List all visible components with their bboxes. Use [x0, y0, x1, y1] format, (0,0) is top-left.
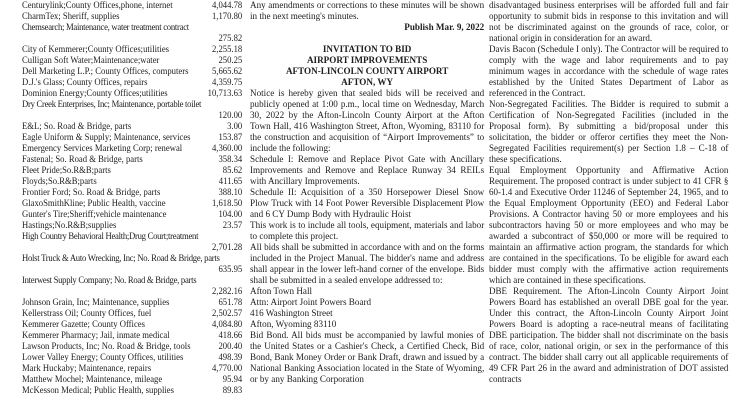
ledger-entry-label: Dry Creek Enterprises, Inc; Maintenance, portable toilet: [22, 100, 202, 110]
ledger-entry-label: Kellerstrass Oil; County Offices, fuel: [22, 309, 152, 319]
ledger-entry: [22, 122, 242, 133]
ledger-entry: [22, 320, 242, 331]
ledger-entry-label: Emergency Services Marketing Corp; renewal: [22, 144, 183, 154]
ledger-entry: [22, 177, 242, 188]
ledger-entry: [22, 210, 242, 221]
ledger-entry-amount: 411.65: [218, 177, 243, 187]
ledger-entry: [22, 188, 242, 199]
ledger-entry-label: Mark Huckaby; Maintenance, repairs: [22, 364, 152, 374]
ledger-entry-amount: 358.34: [218, 155, 243, 165]
ledger-entry-amount: 2,255.18: [211, 45, 243, 55]
ledger-entry-amount: 2,282.16: [211, 287, 243, 297]
ledger-entry-amount: 418.66: [218, 331, 243, 341]
ledger-entry: [22, 364, 242, 375]
ledger-entry: [22, 331, 242, 342]
ledger-entry-label: Dominion Energy;County Offices;utilities: [22, 89, 168, 99]
notice-paragraph: Non-Segregated Facilities. The Bidder is required to submit a Certification of Non-Segregated Facilities (included in the Proposal form). By submitting a bid/proposal under this solicitation, the bidder or offeror certifies they meet the Non-Segregated Facilities requirement(s) per Section 1.8 – C-18 of these specifications.: [489, 100, 729, 165]
ledger-entry: [22, 23, 242, 45]
ledger-entry: [22, 144, 242, 155]
ledger-entry-label: Frontier Ford; So. Road & Bridge, parts: [22, 188, 161, 198]
ledger-entry-label: Culligan Soft Water;Maintenance;water: [22, 56, 160, 66]
invitation-paragraph: This work is to include all tools, equipment, materials and labor to complete this project.: [250, 221, 485, 242]
ledger-entry-label: Eagle Uniform & Supply; Maintenance, services: [22, 133, 191, 143]
ledger-entry-amount: 10,713.63: [207, 89, 243, 99]
ledger-entry: [22, 199, 242, 210]
ledger-entry-label: Matthew Mochel; Maintenance, mileage: [22, 375, 163, 385]
ledger-entry-amount: 4,084.80: [211, 320, 243, 330]
ledger-entry-amount: 250.25: [218, 56, 243, 66]
invitation-heading-line: AIRPORT IMPROVEMENTS: [306, 56, 428, 66]
ledger-entry: [22, 298, 242, 309]
ledger-entry-amount: 120.00: [218, 111, 243, 121]
ledger-entry-amount: 95.94: [222, 375, 243, 385]
address-line: Afton Town Hall: [250, 287, 313, 297]
ledger-entry: [22, 353, 242, 364]
notice-paragraph: disadvantaged business enterprises will be afforded full and fair opportunity to submit bids in response to this invitation and will not be discriminated against on the grounds of race, color, or national origin in consideration for an award.: [489, 1, 729, 44]
address-line: Afton, Wyoming 83110: [250, 320, 337, 330]
ledger-entry: [22, 89, 242, 100]
ledger-entry: [22, 309, 242, 320]
ledger-entry: [22, 221, 242, 232]
invitation-heading-line: AFTON-LINCOLN COUNTY AIRPORT: [285, 67, 449, 77]
ledger-entry-label: Lawson Products, Inc; No. Road & Bridge, tools: [22, 342, 191, 352]
ledger-entry-amount: 200.40: [218, 342, 243, 352]
invitation-heading-line: AFTON, WY: [341, 78, 394, 88]
ledger-entry-label: CharmTex; Sheriff, supplies: [22, 12, 120, 22]
ledger-entry-amount: 275.82: [218, 34, 243, 44]
ledger-entry-label: Interwest Supply Company; No. Road & Bridge, parts: [22, 276, 197, 286]
amendments-note: Any amendments or corrections to these minutes will be shown in the next meeting's minutes.: [250, 1, 485, 22]
invitation-paragraph: Notice is hereby given that sealed bids will be received and publicly opened at 1:00 p.m., local time on Wednesday, March 30, 2022 by the Afton-Lincoln County Airport at the Afton Town Hall, 416 Washington Street, Afton, Wyoming, 83110 for the construction and acquisition of “Airport Improvements” to include the following:: [250, 89, 485, 154]
invitation-to-bid-column: [250, 1, 484, 386]
invitation-paragraph: Schedule I: Remove and Replace Pivot Gate with Ancillary Improvements and Remove and Replace Runway 34 REILs with Ancillary Improvements.: [250, 155, 485, 187]
ledger-entry-label: Gunter's Tire;Sheriff;vehicle maintenance: [22, 210, 167, 220]
ledger-entry: [22, 342, 242, 353]
ledger-entry: [22, 155, 242, 166]
ledger-entry-amount: 635.95: [218, 265, 243, 275]
expenditure-ledger-column: [22, 1, 242, 397]
ledger-entry-label: Centurylink;County Offices,phone, internet: [22, 1, 173, 11]
ledger-entry-amount: 4,770.00: [211, 364, 243, 374]
ledger-entry: [22, 386, 242, 397]
ledger-entry-label: D.J.'s Glass; County Offices, repairs: [22, 78, 148, 88]
invitation-heading-line: INVITATION TO BID: [322, 45, 412, 55]
ledger-entry-label: Fastenal; So. Road & Bridge, parts: [22, 155, 143, 165]
ledger-entry: [22, 100, 242, 122]
ledger-entry: [22, 133, 242, 144]
ledger-entry-amount: 2,502.57: [211, 309, 243, 319]
ledger-entry-amount: 651.78: [218, 298, 243, 308]
invitation-paragraph: Schedule II: Acquisition of a 350 Horsepower Diesel Snow Plow Truck with 14 Foot Power Reversible Displacement Plow and 6 CY Dump Body with Hydraulic Hoist: [250, 188, 485, 220]
ledger-entry: [22, 375, 242, 386]
invitation-paragraph: All bids shall be submitted in accordance with and on the forms included in the Project Manual. The bidder's name and address shall appear in the lower left-hand corner of the envelope. Bids shall be submitted in a sealed envelope addressed to:: [250, 243, 485, 286]
notice-paragraph: DBE Requirement. The Afton-Lincoln County Airport Joint Powers Board has established an overall DBE goal for the year. Under this contract, the Afton-Lincoln County Airport Joint Powers Board is adopting a race-neutral means of facilitating DBE participation. The bidder shall not discriminate on the basis of race, color, national origin, or sex in the performance of this contract. The bidder shall carry out all applicable requirements of 49 CFR Part 26 in the award and administration of DOT assisted contracts: [489, 287, 729, 385]
ledger-entry: [22, 45, 242, 56]
ledger-entry-amount: 5,665.62: [211, 67, 243, 77]
invitation-body: [250, 89, 484, 287]
ledger-entry: [22, 276, 242, 298]
bid-bond-paragraph: Bid Bond. All bids must be accompanied by lawful monies of the United States or a Cashier's Check, a Certified Check, Bid Bond, Bank Money Order or Bank Draft, drawn and issued by a National Banking Association located in the State of Wyoming, or by any Banking Corporation: [250, 331, 485, 385]
ledger-entry-amount: 3.00: [227, 122, 243, 132]
ledger-entry: [22, 67, 242, 78]
ledger-entry-amount: 153.87: [218, 133, 243, 143]
address-line: Attn: Airport Joint Powers Board: [250, 298, 372, 308]
ledger-entry-amount: 4,360.00: [211, 144, 243, 154]
ledger-entry-label: Kemmerer Pharmacy; Jail, inmate medical: [22, 331, 170, 341]
ledger-entry-label: Johnson Grain, Inc; Maintenance, supplies: [22, 298, 170, 308]
ledger-entry-amount: 4,359.75: [211, 78, 243, 88]
ledger-entry-label: E&L; So. Road & Bridge, parts: [22, 122, 132, 132]
ledger-entry-amount: 1,618.50: [211, 199, 243, 209]
notice-paragraph: Davis Bacon (Schedule I only). The Contractor will be required to comply with the wage and labor requirements and to pay minimum wages in accordance with the schedule of wage rates established by the United States Department of Labor as referenced in the Contract.: [489, 45, 729, 99]
ledger-entry-amount: 23.57: [222, 221, 243, 231]
ledger-entry-label: Kemmerer Gazette; County Offices: [22, 320, 145, 330]
ledger-entry-amount: 4,044.78: [211, 1, 243, 11]
ledger-entry-amount: 89.83: [222, 386, 243, 396]
ledger-entry-label: Dell Marketing L.P.; County Offices, computers: [22, 67, 189, 77]
ledger-entry-amount: 85.62: [222, 166, 243, 176]
ledger-entry-amount: 498.39: [218, 353, 243, 363]
ledger-entry-label: GlaxoSmithKline; Public Health, vaccine: [22, 199, 166, 209]
ledger-entry: [22, 78, 242, 89]
ledger-entry-label: Hastings;No.R&B;supplies: [22, 221, 117, 231]
ledger-entry-amount: 388.10: [218, 188, 243, 198]
ledger-entry-label: Fleet Pride;So.R&B;parts: [22, 166, 111, 176]
ledger-entry: [22, 232, 242, 254]
ledger-entry-label: Lower Valley Energy; County Offices, utilities: [22, 353, 184, 363]
address-line: 416 Washington Street: [250, 309, 333, 319]
ledger-entry-label: Holst Truck & Auto Wrecking, Inc; No. Road & Bridge, parts: [22, 254, 220, 264]
ledger-entry-amount: 104.00: [218, 210, 243, 220]
ledger-entry-amount: 1,170.80: [211, 12, 243, 22]
ledger-entry-label: High Country Behavioral Health;Drug Court;treatment: [22, 232, 199, 242]
ledger-entry-amount: 2,701.28: [211, 243, 243, 253]
ledger-entry: [22, 254, 242, 276]
mailing-address-block: [250, 287, 484, 331]
ledger-entry: [22, 12, 242, 23]
ledger-entry: [22, 1, 242, 12]
ledger-entry: [22, 56, 242, 67]
ledger-entry-label: City of Kemmerer;County Offices;utilities: [22, 45, 170, 55]
invitation-heading: [250, 45, 484, 89]
publish-date: Publish Mar. 9, 2022: [404, 23, 485, 33]
ledger-entry-label: Floyds;So.R&B;parts: [22, 177, 97, 187]
spacer: [250, 34, 484, 45]
ledger-entry: [22, 166, 242, 177]
notice-continuation-column: [489, 1, 728, 386]
notice-paragraph: Equal Employment Opportunity and Affirmative Action Requirement. The proposed contract is under subject to 41 CFR § 60-1.4 and Executive Order 11246 of September 24, 1965, and to the Equal Employment Opportunity (EEO) and Federal Labor Provisions. A Contractor having 50 or more employees and his subcontractors having 50 or more employees and who may be awarded a subcontract of $50,000 or more will be required to maintain an affirmative action program, the standards for which are contained in the specifications. To be eligible for award each bidder must comply with the affirmative action requirements which are contained in these specifications.: [489, 166, 729, 286]
ledger-entry-label: McKesson Medical; Public Health, supplies: [22, 386, 174, 396]
ledger-entry-label: Chemsearch; Maintenance, water treatment contract: [22, 23, 189, 33]
